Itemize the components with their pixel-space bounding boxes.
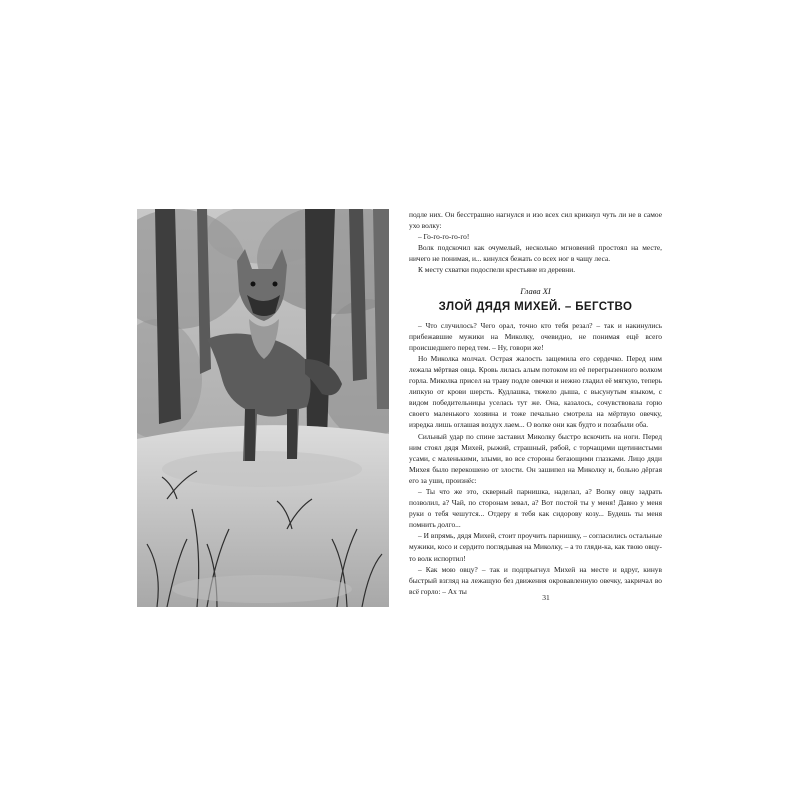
paragraph: Сильный удар по спине заставил Миколку быстро вскочить на ноги. Перед ним стоял дядя Михей, рыжий, страшный, рябой, с торчащими щетинистыми усами, с маленькими, злыми, во все стороны бегающими глазками. Лицо дяди Михея было перекошено от злости. Он зашипел на Миколку и, больно дёргая его за уши, произнёс: — [409, 431, 662, 485]
paragraph: – Что случилось? Чего орал, точно кто тебя резал? – так и накинулись прибежавшие мужики на Миколку, очевидно, не понимая ещё всего происшедшего перед тем. – Ну, говори же! — [409, 320, 662, 352]
paragraph: – Как мою овцу? – так и подпрыгнул Михей на месте и вдруг, кинув быстрый взгляд на лежащую без движения окровавленную овечку, закричал во всё горло: – Ах ты — [409, 564, 662, 596]
paragraph: – Го-го-го-го-го! — [418, 232, 470, 242]
chapter-label: Глава XI — [520, 285, 551, 296]
text-after-chapter — [409, 320, 662, 597]
text-before-chapter — [409, 209, 662, 276]
chapter-title: ЗЛОЙ ДЯДЯ МИХЕЙ. – БЕГСТВО — [438, 300, 633, 313]
wolf-illustration — [137, 209, 389, 607]
paragraph: Волк подскочил как очумелый, несколько мгновений простоял на месте, ничего не понимая, и... кинулся бежать со всех ног в чащу леса. — [409, 243, 662, 264]
paragraph: К месту схватки подоспели крестьяне из деревни. — [418, 265, 576, 275]
paragraph: – Ты что же это, скверный парнишка, наделал, а? Волку овцу задрать позволил, а? Чай, по сторонам зевал, а? Вот постой ты у меня! Давно у меня руки о тебя чешутся... Отдеру я тебя как сидорову козу... Будешь ты меня помнить долго... — [409, 486, 662, 530]
paragraph: Но Миколка молчал. Острая жалость защемила его сердечко. Перед ним лежала мёртвая овца. Кровь лилась алым потоком из её перегрызенного волком горла. Миколка присел на траву подле овечки и нежно гладил её мягкую, теперь липкую от крови шерсть. Кудлашка, тяжело дыша, с высунутым языком, с видом победительницы уселась тут же. Она, казалось, сочувствовала горю своего маленького хозяина и тоже печально смотрела на мёртвую овечку, изредка лишь оглашая воздух лаем... О волке они как будто и позабыли оба. — [409, 353, 662, 430]
paragraph: – И впрямь, дядя Михей, стоит проучить парнишку, – согласились остальные мужики, косо и сердито поглядывая на Миколку, – а то гляди-ка, как твою овцу-то волк испортил! — [409, 531, 662, 563]
page-number: 31 — [542, 593, 550, 602]
paragraph: подле них. Он бесстрашно нагнулся и изо всех сил крикнул чуть ли не в самое ухо волку: — [409, 210, 662, 231]
text-page — [409, 209, 662, 597]
